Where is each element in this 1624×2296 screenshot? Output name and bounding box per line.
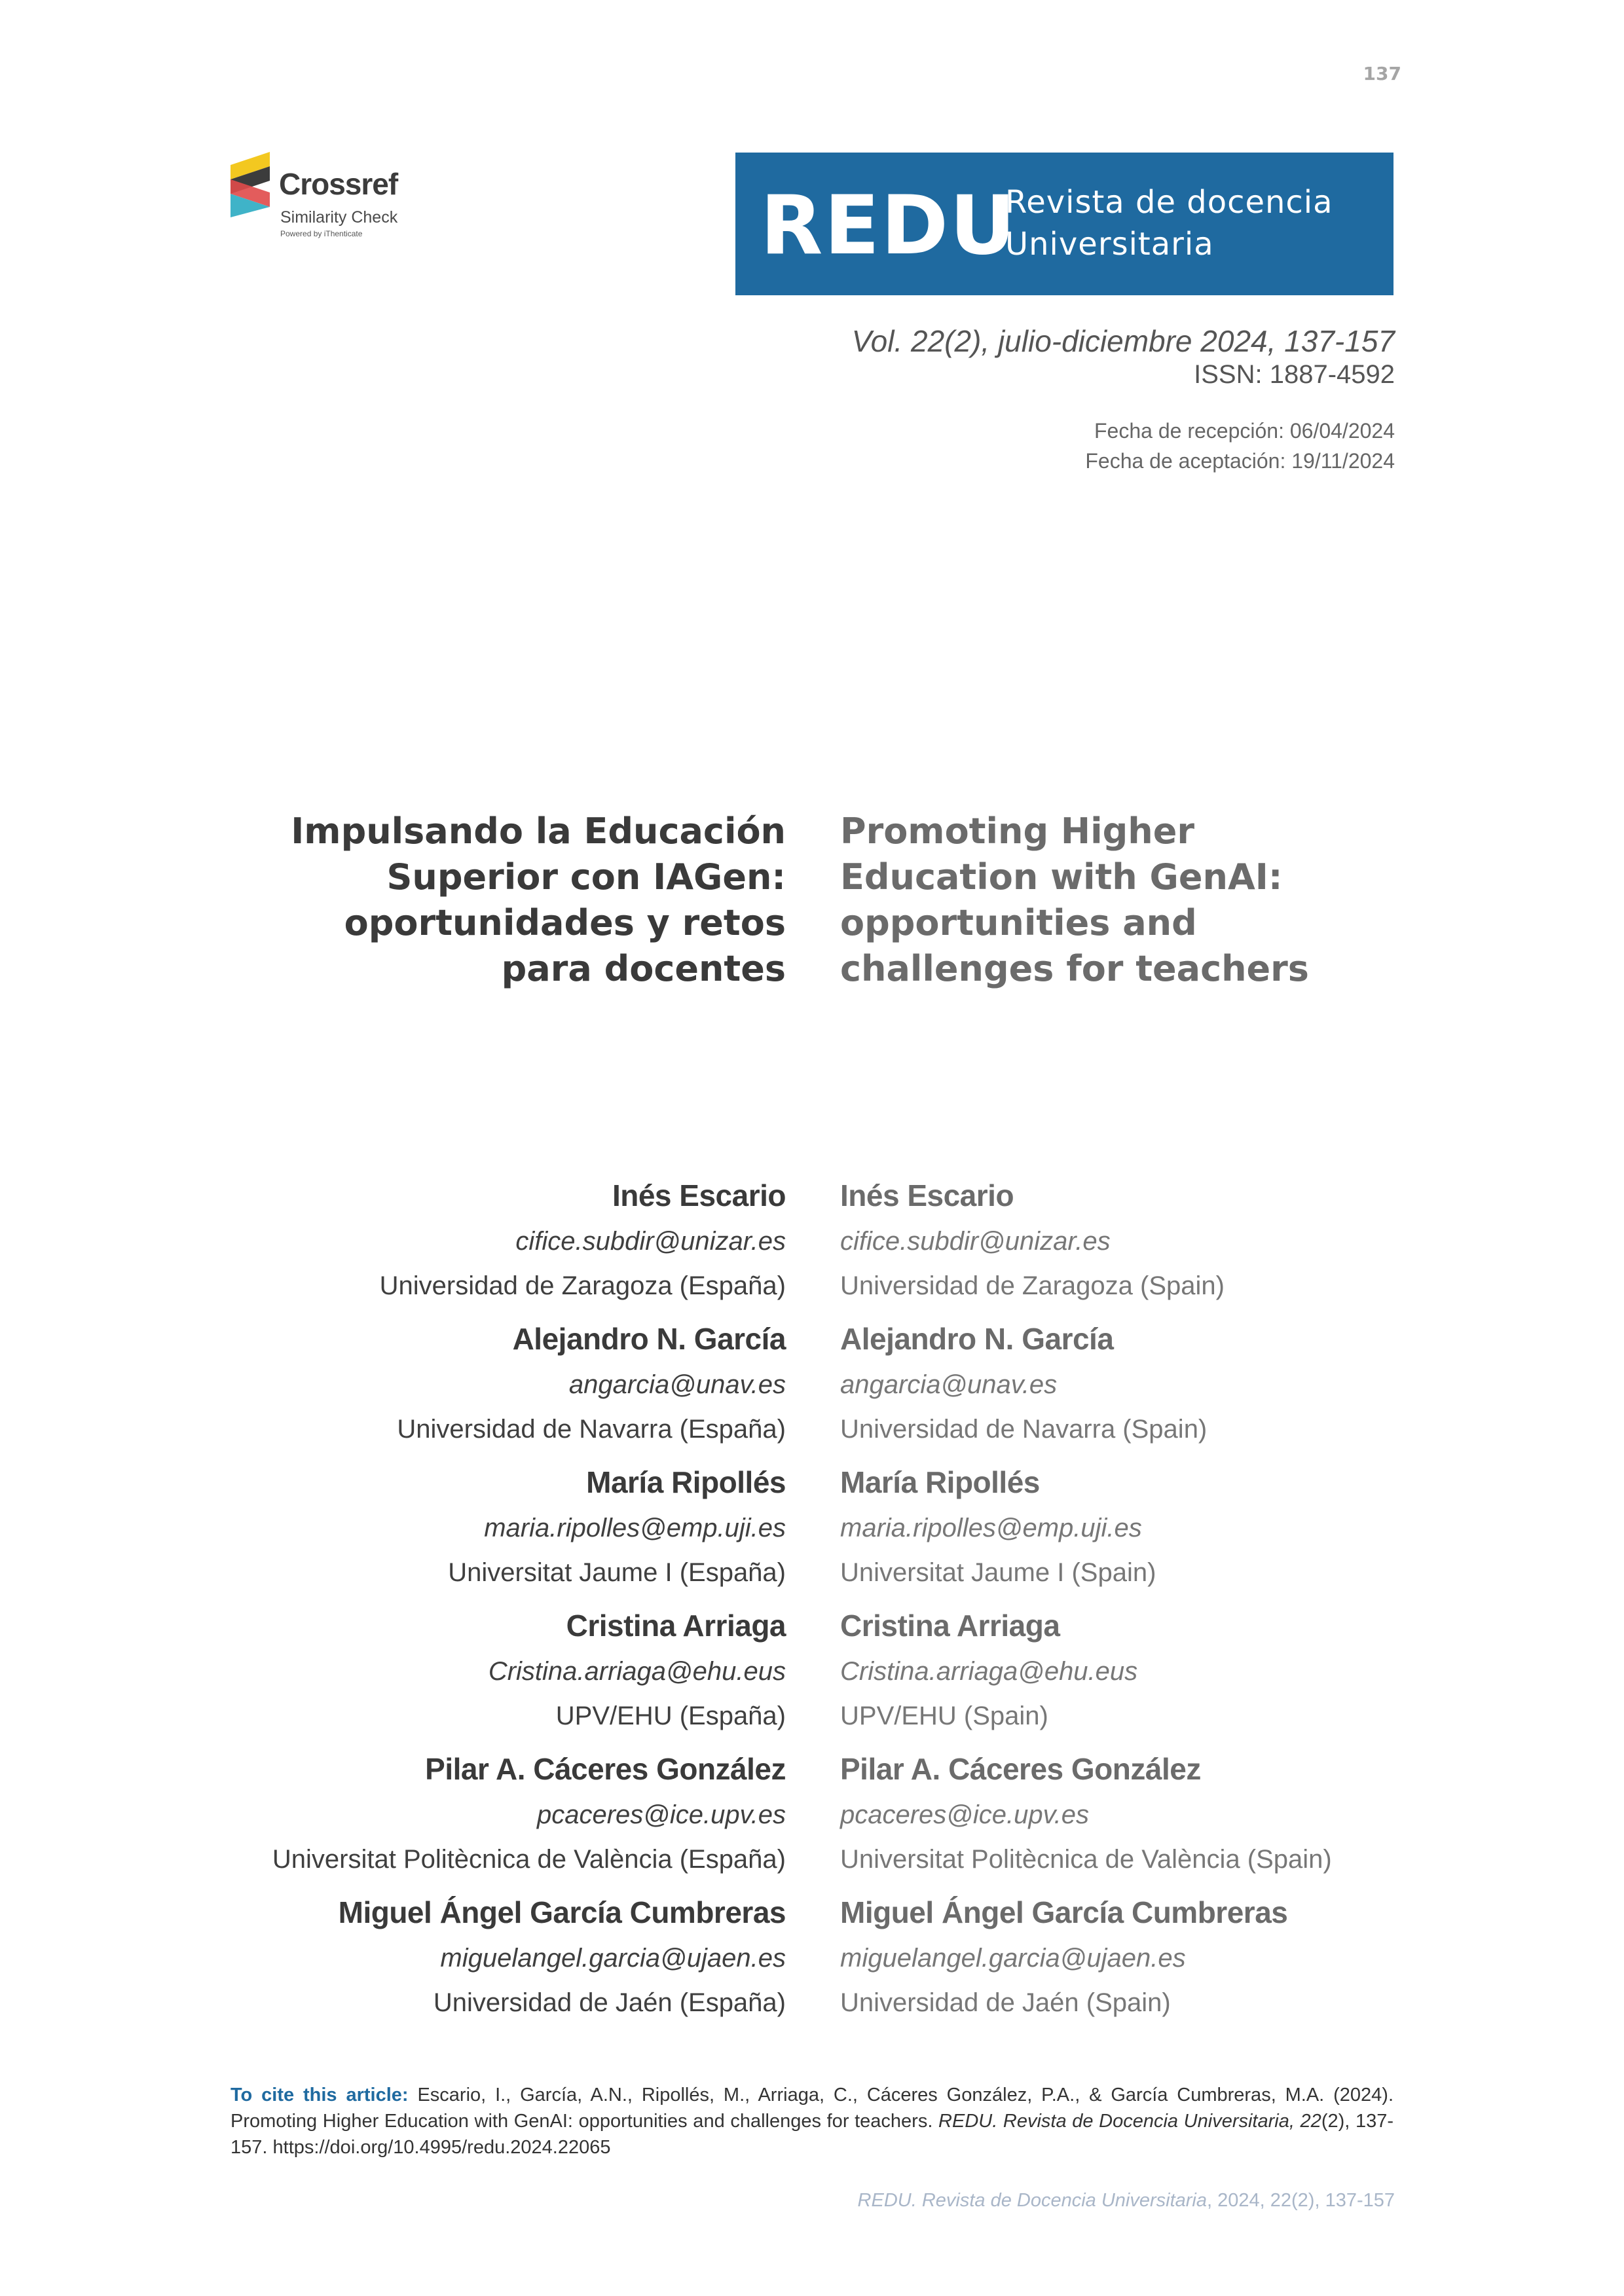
title-english: Promoting Higher Education with GenAI: opportunities and challenges for teachers [840, 811, 1309, 989]
author-institution: Universidad de Navarra (España) [397, 1415, 786, 1444]
author-name: Inés Escario [840, 1178, 1014, 1212]
author-name: Cristina Arriaga [566, 1609, 786, 1643]
author-institution: Universitat Jaume I (Spain) [840, 1558, 1156, 1587]
author-list-spanish [196, 1172, 786, 2032]
author-block [196, 1889, 786, 2032]
author-institution: UPV/EHU (España) [555, 1702, 786, 1730]
author-block [840, 1889, 1430, 2032]
title-spanish: Impulsando la Educación Superior con IAGen: oportunidades y retos para docentes [291, 811, 786, 989]
author-institution: UPV/EHU (Spain) [840, 1702, 1048, 1730]
author-email[interactable]: angarcia@unav.es [840, 1370, 1058, 1399]
author-block [196, 1602, 786, 1745]
author-block [840, 1602, 1430, 1745]
author-block [196, 1745, 786, 1889]
author-name: Alejandro N. García [512, 1322, 786, 1356]
author-institution: Universidad de Navarra (Spain) [840, 1415, 1208, 1444]
author-email[interactable]: angarcia@unav.es [568, 1370, 786, 1399]
author-name: Miguel Ángel García Cumbreras [840, 1895, 1288, 1929]
crossref-logo [231, 152, 440, 244]
author-institution: Universidad de Jaén (Spain) [840, 1988, 1171, 2017]
author-email[interactable]: maria.ripolles@emp.uji.es [840, 1514, 1142, 1542]
author-name: Alejandro N. García [840, 1322, 1114, 1356]
crossref-chevron-icon [231, 152, 276, 217]
citation-text: Escario, I., García, A.N., Ripollés, M., Arriaga, C., Cáceres González, P.A., & García Cumbreras, M.A. (2024). Promoting Higher Education with GenAI: opportunities and challenges for teachers. [231, 2085, 1394, 2132]
citation [231, 2082, 1393, 2160]
crossref-powered: Powered by iThenticate [280, 229, 363, 238]
citation-journal: REDU. Revista de Docencia Universitaria, [938, 2111, 1295, 2132]
citation-issue-pages: (2), 137-157. [231, 2111, 1393, 2158]
volume-info: Vol. 22(2), julio-diciembre 2024, 137-157 [851, 324, 1395, 358]
author-block [196, 1172, 786, 1315]
author-institution: Universidad de Zaragoza (Spain) [840, 1271, 1225, 1300]
author-email[interactable]: miguelangel.garcia@ujaen.es [440, 1944, 786, 1973]
author-email[interactable]: Cristina.arriaga@ehu.eus [488, 1657, 786, 1686]
crossref-name: Crossref [279, 167, 398, 201]
author-block [196, 1459, 786, 1602]
footer-journal: REDU. Revista de Docencia Universitaria [857, 2190, 1208, 2211]
crossref-subtitle: Similarity Check [280, 208, 398, 227]
footer-issue: , 2024, 22(2), 137-157 [1207, 2190, 1395, 2211]
author-name: Pilar A. Cáceres González [425, 1752, 786, 1786]
page-number: 137 [1363, 63, 1401, 84]
author-block [840, 1459, 1430, 1602]
author-email[interactable]: Cristina.arriaga@ehu.eus [840, 1657, 1138, 1686]
author-institution: Universitat Politècnica de València (Spain) [840, 1845, 1332, 1874]
author-email[interactable]: cifice.subdir@unizar.es [515, 1227, 786, 1256]
journal-acronym: REDU [760, 179, 1017, 273]
citation-volume: 22 [1300, 2111, 1321, 2132]
author-name: María Ripollés [586, 1465, 786, 1499]
author-institution: Universitat Politècnica de València (España) [272, 1845, 786, 1874]
author-email[interactable]: cifice.subdir@unizar.es [840, 1227, 1111, 1256]
author-institution: Universitat Jaume I (España) [448, 1558, 786, 1587]
journal-subtitle-line2: Universitaria [1005, 226, 1214, 263]
author-institution: Universidad de Zaragoza (España) [379, 1271, 786, 1300]
author-block [840, 1745, 1430, 1889]
citation-doi-link[interactable]: https://doi.org/10.4995/redu.2024.22065 [272, 2137, 611, 2158]
author-email[interactable]: miguelangel.garcia@ujaen.es [840, 1944, 1186, 1973]
journal-subtitle-line1: Revista de docencia [1005, 184, 1333, 221]
author-block [840, 1172, 1430, 1315]
author-name: María Ripollés [840, 1465, 1040, 1499]
author-name: Inés Escario [612, 1178, 786, 1212]
author-list-english [840, 1172, 1430, 2032]
author-email[interactable]: maria.ripolles@emp.uji.es [484, 1514, 786, 1542]
author-name: Miguel Ángel García Cumbreras [338, 1895, 786, 1929]
author-institution: Universidad de Jaén (España) [433, 1988, 786, 2017]
author-block [196, 1315, 786, 1459]
journal-banner [735, 153, 1393, 295]
author-email[interactable]: pcaceres@ice.upv.es [536, 1800, 786, 1829]
accepted-date: Fecha de aceptación: 19/11/2024 [1085, 449, 1395, 473]
author-name: Pilar A. Cáceres González [840, 1752, 1201, 1786]
author-name: Cristina Arriaga [840, 1609, 1060, 1643]
citation-label: To cite this article: [231, 2085, 409, 2105]
page-footer [753, 2190, 1395, 2212]
author-block [840, 1315, 1430, 1459]
received-date: Fecha de recepción: 06/04/2024 [1094, 419, 1395, 443]
author-email[interactable]: pcaceres@ice.upv.es [840, 1800, 1090, 1829]
issn: ISSN: 1887-4592 [1194, 360, 1395, 389]
